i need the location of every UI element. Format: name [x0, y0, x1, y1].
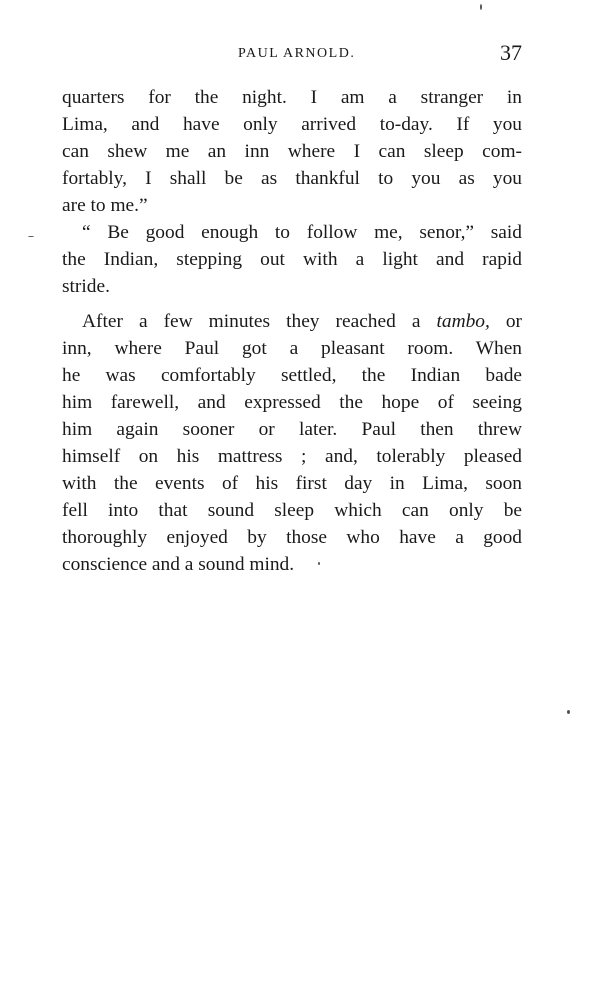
text-line: the Indian, stepping out with a light and rapid — [62, 249, 522, 270]
scan-speck — [567, 710, 570, 714]
text-line: thoroughly enjoyed by those who have a good — [62, 527, 522, 548]
scan-speck — [28, 236, 34, 237]
text-line: he was comfortably settled, the Indian bade — [62, 365, 522, 386]
scan-speck — [480, 4, 482, 10]
page-number: 37 — [500, 40, 522, 65]
text-line: fell into that sound sleep which can only be — [62, 500, 522, 521]
text-line: him again sooner or later. Paul then threw — [62, 419, 522, 440]
text-line: Lima, and have only arrived to-day. If you — [62, 114, 522, 135]
text-line: with the events of his first day in Lima, soon — [62, 473, 522, 494]
paragraph-gap — [62, 300, 522, 308]
text-line: stride. — [62, 276, 110, 297]
text-line: can shew me an inn where I can sleep com- — [62, 141, 522, 162]
italic-word: tambo, — [436, 311, 490, 332]
text-line: himself on his mattress ; and, tolerably pleased — [62, 446, 522, 467]
text-line: conscience and a sound mind. — [62, 554, 295, 575]
running-title: PAUL ARNOLD. — [238, 46, 356, 61]
page-header — [62, 40, 522, 70]
text-line: fortably, I shall be as thankful to you as you — [62, 168, 522, 189]
text-line: are to me.” — [62, 195, 148, 216]
body-text — [62, 84, 522, 578]
text-segment: After a few minutes they reached a — [82, 311, 437, 332]
text-line — [62, 308, 522, 335]
text-line: him farewell, and expressed the hope of seeing — [62, 392, 522, 413]
text-line: quarters for the night. I am a stranger in — [62, 87, 522, 108]
text-line: “ Be good enough to follow me, senor,” said — [82, 222, 522, 243]
text-segment: or — [489, 311, 522, 332]
text-line: inn, where Paul got a pleasant room. When — [62, 338, 522, 359]
scan-speck — [318, 562, 320, 565]
